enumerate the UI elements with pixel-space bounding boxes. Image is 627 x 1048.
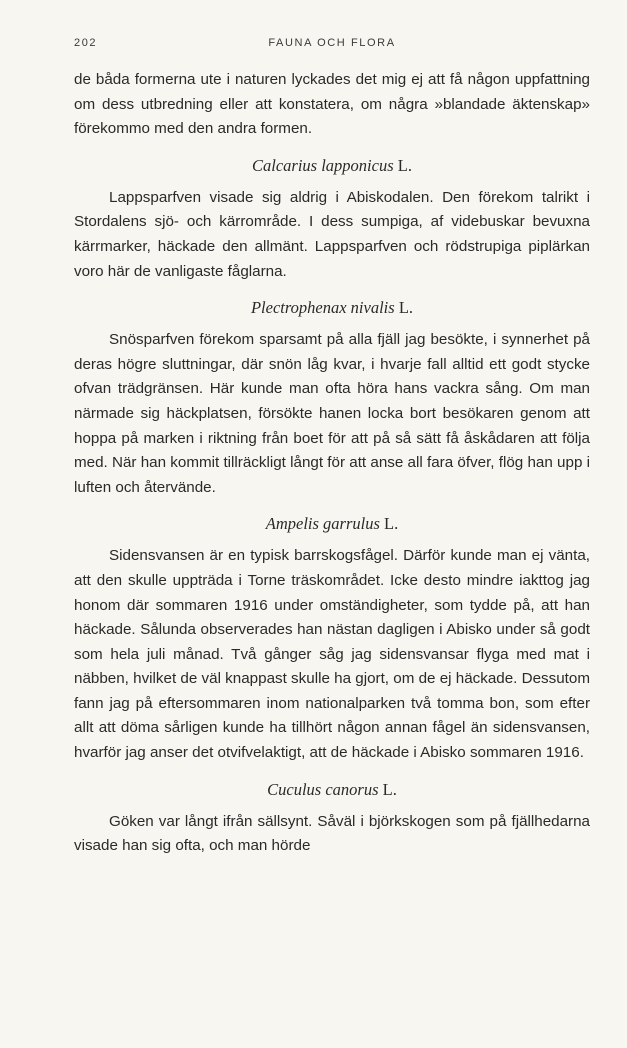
species-latin-name: Calcarius lapponicus [252,155,394,175]
species-heading-calcarius [74,155,590,177]
book-page [74,34,590,859]
page-header [74,34,590,54]
species-latin-name: Plectrophenax nivalis [250,298,395,318]
species-author: L. [397,155,412,175]
running-title: FAUNA OCH FLORA [268,37,396,49]
species-paragraph-plectrophenax: Snösparfven förekom sparsamt på alla fjäll jag besökte, i synnerhet på deras högre sluttningar, där snön låg kvar, i hvarje fall alltid ett godt stycke ofvan trädgränsen. Här kunde man ofta höra hans vackra sång. Om man närmade sig häckplatsen, försökte hanen locka bort besökaren genom att hoppa på marken i riktning från boet för att på så sätt få åskådaren att följa med. När han kommit tillräckligt långt för att anse all fara öfver, flög han upp i luften och återvände. [74,331,590,496]
species-author: L. [398,298,414,318]
page-number: 202 [74,37,98,49]
species-author: L. [382,779,397,799]
species-heading-cuculus [74,779,590,801]
species-latin-name: Ampelis garrulus [265,514,380,534]
species-paragraph-calcarius: Lappsparfven visade sig aldrig i Abiskodalen. Den förekom talrikt i Stordalens sjö- och kärrområde. I dess sumpiga, af videbuskar bevuxna kärrmarker, häckade den allmänt. Lappsparfven och rödstrupiga piplärkan voro här de vanligaste fåglarna. [74,188,590,280]
species-author: L. [384,514,399,534]
page-body [74,68,590,859]
species-heading-ampelis [74,513,590,535]
intro-paragraph: de båda formerna ute i naturen lyckades det mig ej att få någon uppfattning om dess utbredning eller att konstatera, om några »blandade äktenskap» förekommo med den andra formen. [74,71,590,138]
species-heading-plectrophenax [74,297,590,319]
species-latin-name: Cuculus canorus [267,779,379,799]
species-paragraph-ampelis: Sidensvansen är en typisk barrskogsfågel. Därför kunde man ej vänta, att den skulle uppträda i Torne träskområdet. Icke desto mindre iakttog jag honom där sommaren 1916 under omständigheter, som tydde på, att han häckade. Sålunda observerades han nästan dagligen i Abisko under så godt som hela juli månad. Två gånger såg jag sidensvansar flyga med mat i näbben, hvilket de väl knappast skulle ha gjort, om de ej häckade. Dessutom fann jag på eftersommaren inom nationalparken två tomma bon, som efter allt att döma sårligen kunde ha tillhört någon annan fågel än sidensvansen, hvarför jag anser det otvifvelaktigt, att de häckade i Abisko sommaren 1916. [74,547,590,762]
species-paragraph-cuculus: Göken var långt ifrån sällsynt. Såväl i björkskogen som på fjällhedarna visade han sig ofta, och man hörde [74,812,590,855]
